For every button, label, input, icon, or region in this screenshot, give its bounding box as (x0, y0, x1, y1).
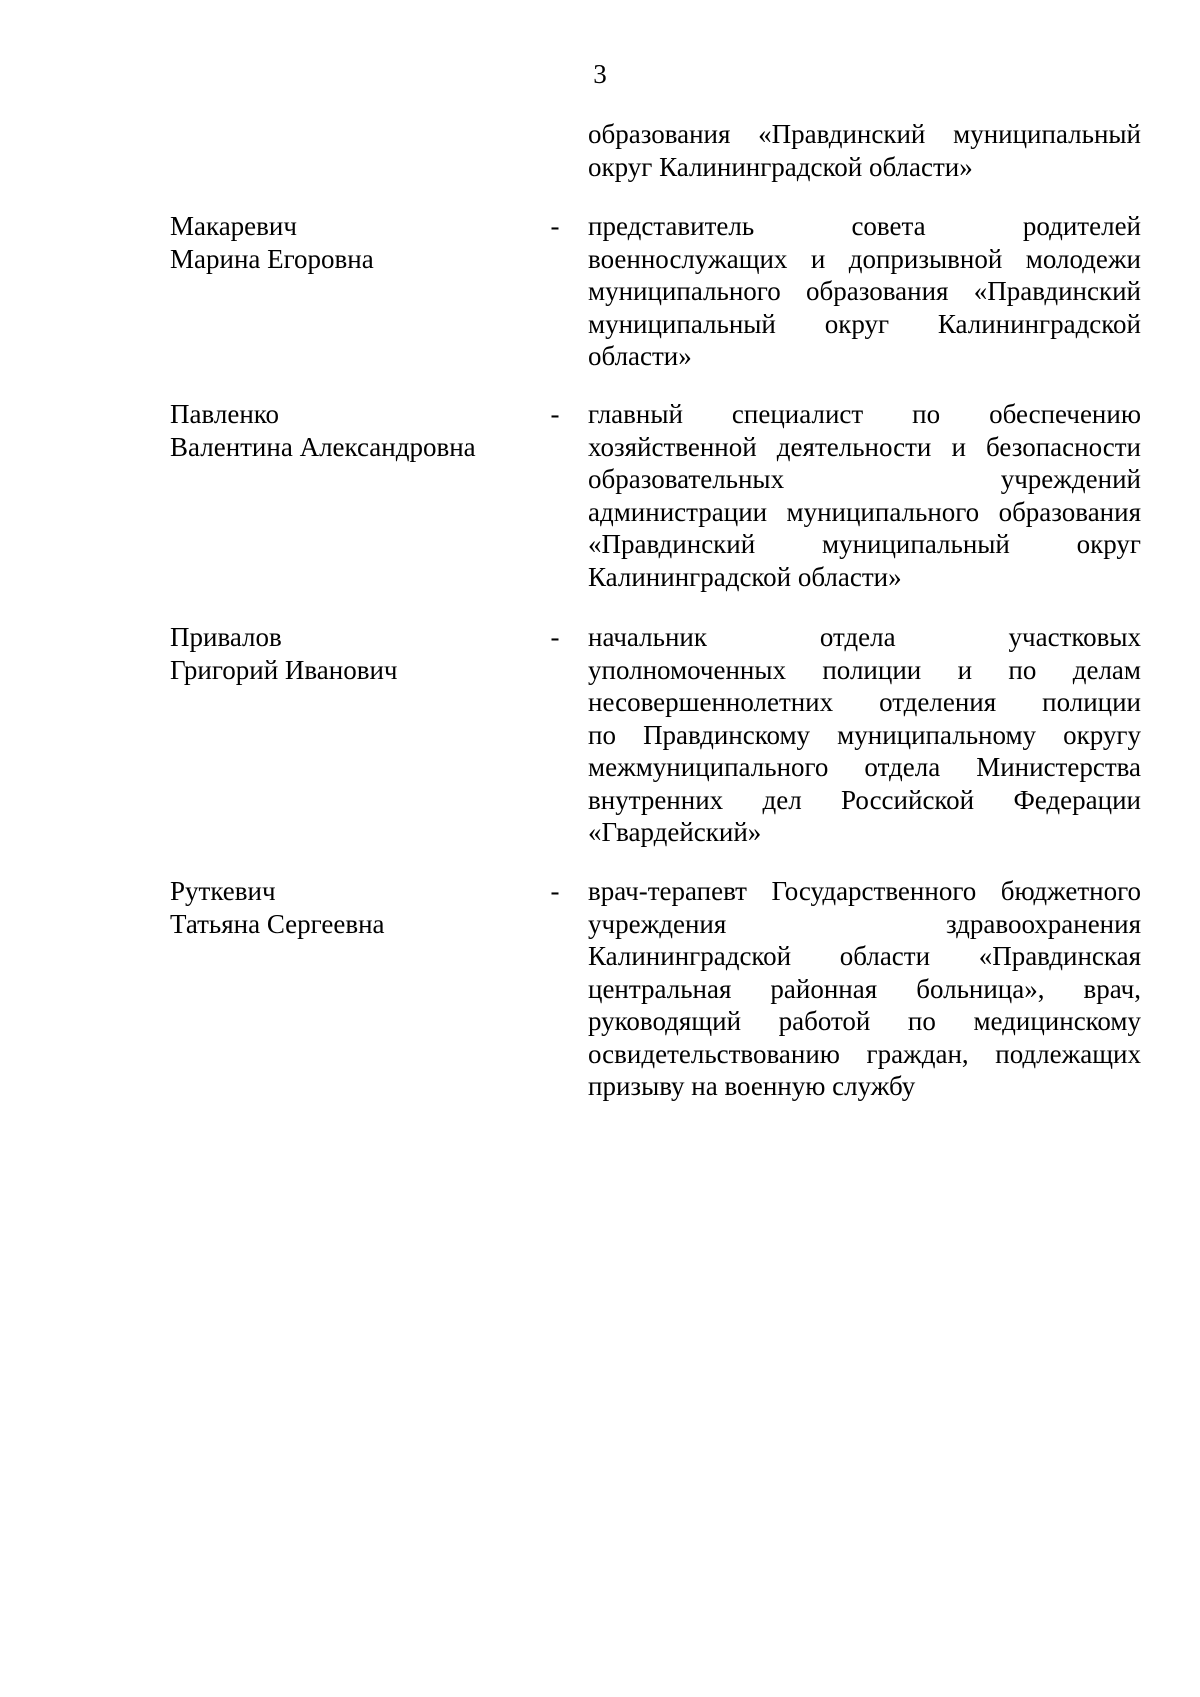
description-line: военнослужащих и допризывной молодежи (588, 243, 1141, 274)
description-line: хозяйственной деятельности и безопасности (588, 431, 1141, 462)
description-line: межмуниципального отдела Министерства (588, 752, 1141, 782)
member-description (588, 621, 1141, 849)
member-name (170, 621, 550, 686)
member-surname: Привалов (170, 622, 282, 652)
description-line: врач-терапевт Государственного бюджетного (588, 876, 1141, 906)
description-line: образования «Правдинский муниципальный (588, 119, 1141, 149)
description-line: уполномоченных полиции и по делам (588, 654, 1141, 685)
member-given-names: Марина Егоровна (170, 243, 374, 274)
description-line: призыву на военную службу (588, 1071, 916, 1101)
dash-separator: - (550, 399, 560, 429)
description-line: округ Калининградской области» (588, 151, 973, 182)
member-description (588, 210, 1141, 373)
description-line: области» (588, 341, 692, 371)
dash-separator: - (550, 876, 560, 906)
description-line: главный специалист по обеспечению (588, 399, 1141, 429)
page-number: 3 (593, 59, 607, 89)
member-given-names: Татьяна Сергеевна (170, 908, 385, 939)
description-line: администрации муниципального образования (588, 496, 1141, 527)
member-given-names: Валентина Александровна (170, 431, 476, 462)
description-line: Калининградской области «Правдинская (588, 941, 1141, 971)
description-line: внутренних дел Российской Федерации (588, 784, 1141, 815)
dash-separator: - (550, 211, 560, 241)
description-line: муниципального образования «Правдинский (588, 276, 1141, 306)
member-surname: Павленко (170, 399, 280, 429)
description-line: Калининградской области» (588, 561, 902, 592)
description-line: «Гвардейский» (588, 817, 762, 847)
member-description (588, 875, 1141, 1103)
description-line: центральная районная больница», врач, (588, 973, 1141, 1004)
description-line: по Правдинскому муниципальному округу (588, 719, 1141, 750)
description-line: представитель совета родителей (588, 211, 1141, 241)
description-line: муниципальный округ Калининградской (588, 308, 1141, 339)
description-line: начальник отдела участковых (588, 622, 1141, 652)
member-description (588, 398, 1141, 593)
member-name (170, 210, 550, 275)
dash-separator: - (550, 622, 560, 652)
description-line: освидетельствованию граждан, подлежащих (588, 1038, 1141, 1069)
description-line: образовательных учреждений (588, 464, 1141, 494)
member-name (170, 398, 550, 463)
member-given-names: Григорий Иванович (170, 654, 398, 685)
member-name (170, 875, 550, 940)
description-line: руководящий работой по медицинскому (588, 1006, 1141, 1036)
member-surname: Руткевич (170, 876, 276, 906)
description-line: учреждения здравоохранения (588, 908, 1141, 939)
description-line: несовершеннолетних отделения полиции (588, 687, 1141, 717)
member-surname: Макаревич (170, 211, 297, 241)
description-line: «Правдинский муниципальный округ (588, 529, 1141, 559)
member-description (588, 118, 1141, 183)
